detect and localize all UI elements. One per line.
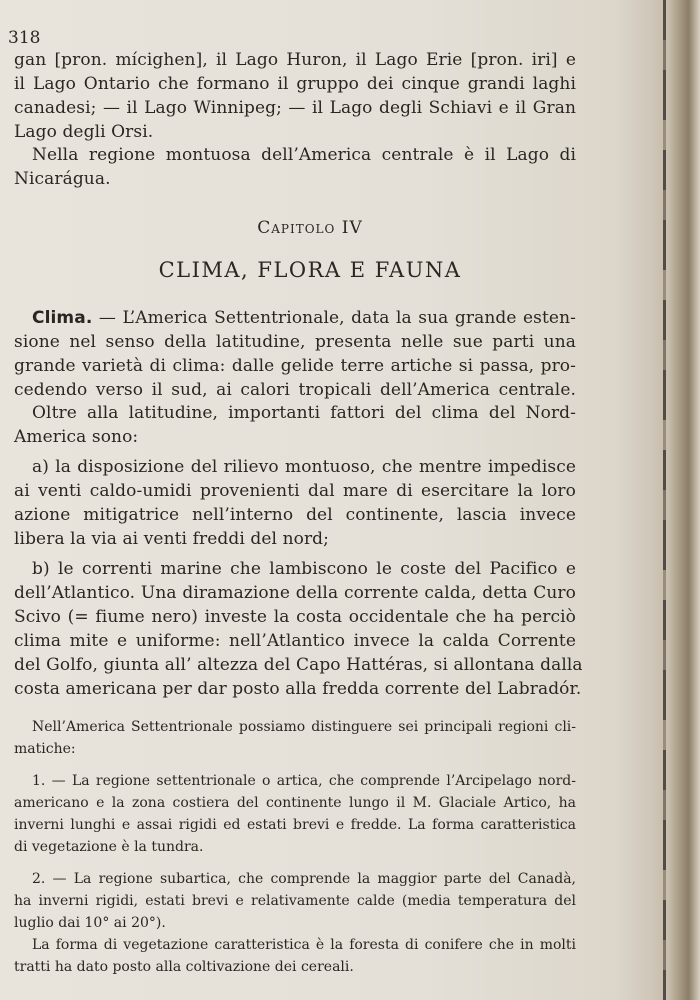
text-line: matiche:: [14, 741, 76, 757]
text-line: a) la disposizione del rilievo montuoso, che mentre impedisce: [32, 457, 576, 477]
text-line: di vegetazione è la tundra.: [14, 839, 204, 855]
text-line: dell’Atlantico. Una diramazione della corrente calda, detta Curo: [14, 583, 576, 603]
clima-heading: Clima.: [32, 308, 93, 328]
page-number: 318: [8, 28, 41, 48]
text-line: ai venti caldo-umidi provenienti dal mare di esercitare la loro: [14, 481, 576, 501]
text-line: 1. — La regione settentrionale o artica, che comprende l’Arcipelago nord-: [32, 773, 576, 789]
text-line: Scivo (= fiume nero) investe la costa occidentale che ha perciò: [14, 607, 576, 627]
text-line: Nicarágua.: [14, 169, 111, 189]
text-line: libera la via ai venti freddi del nord;: [14, 529, 329, 549]
text-line: [32, 308, 576, 328]
text-line: Nell’America Settentrionale possiamo distinguere sei principali regioni cli-: [32, 719, 576, 735]
text-line: clima mite e uniforme: nell’Atlantico invece la calda Corrente: [14, 631, 576, 651]
text-line: Lago degli Orsi.: [14, 122, 154, 142]
text-line: America sono:: [14, 427, 139, 447]
text-line: gan [pron. mícighen], il Lago Huron, il Lago Erie [pron. iri] e: [14, 50, 576, 70]
text-line: inverni lunghi e assai rigidi ed estati brevi e fredde. La forma caratteristica: [14, 817, 576, 833]
text-line: ha inverni rigidi, estati brevi e relativamente calde (media temperatura del: [14, 893, 576, 909]
text-line: americano e la zona costiera del continente lungo il M. Glaciale Artico, ha: [14, 795, 576, 811]
text-line: b) le correnti marine che lambiscono le coste del Pacifico e: [32, 559, 576, 579]
text-line: canadesi; — il Lago Winnipeg; — il Lago degli Schiavi e il Gran: [14, 98, 576, 118]
text-line: il Lago Ontario che formano il gruppo dei cinque grandi laghi: [14, 74, 576, 94]
text-line: luglio dai 10° ai 20°).: [14, 915, 166, 931]
text-line: Nella regione montuosa dell’America centrale è il Lago di: [32, 145, 576, 165]
text-line: azione mitigatrice nell’interno del continente, lascia invece: [14, 505, 576, 525]
text-line: sione nel senso della latitudine, presenta nelle sue parti una: [14, 332, 576, 352]
text-line: costa americana per dar posto alla fredda corrente del Labradór.: [14, 679, 582, 699]
text-line: La forma di vegetazione caratteristica è la foresta di conifere che in molti: [32, 937, 576, 953]
clima-line-rest: — L’America Settentrionale, data la sua grande esten-: [92, 308, 576, 328]
binding-shadow: [663, 0, 666, 1000]
text-line: Oltre alla latitudine, importanti fattori del clima del Nord-: [32, 403, 576, 423]
page-edge: [654, 0, 700, 1000]
text-line: cedendo verso il sud, ai calori tropicali dell’America centrale.: [14, 380, 576, 400]
chapter-title: CLIMA, FLORA E FAUNA: [158, 258, 462, 282]
text-line: tratti ha dato posto alla coltivazione dei cereali.: [14, 959, 354, 975]
text-line: del Golfo, giunta all’ altezza del Capo Hattéras, si allontana dalla: [14, 655, 583, 675]
chapter-label: Capitolo IV: [257, 218, 363, 238]
text-line: 2. — La regione subartica, che comprende la maggior parte del Canadà,: [32, 871, 576, 887]
text-line: grande varietà di clima: dalle gelide terre artiche si passa, pro-: [14, 356, 576, 376]
